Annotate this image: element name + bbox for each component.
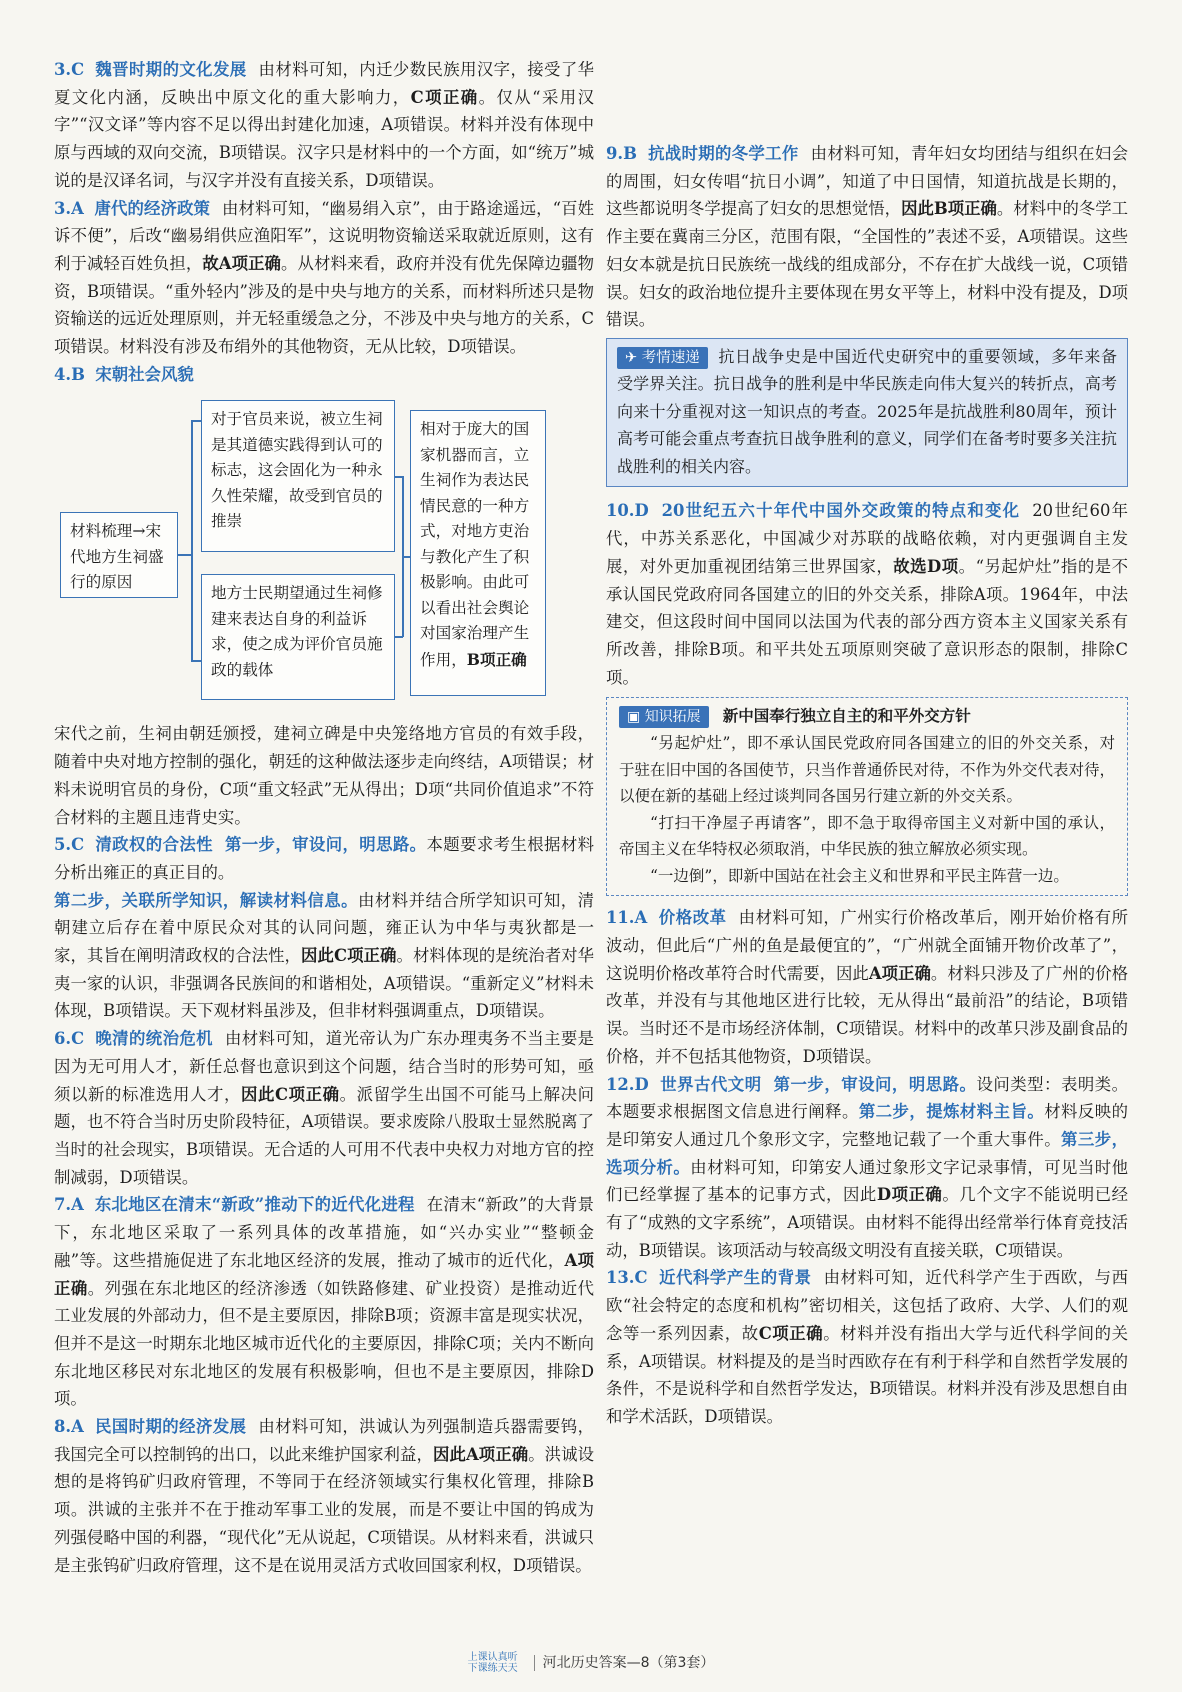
question-topic: 晚清的统治危机 <box>95 1029 213 1049</box>
answer-8a: 8.A 民国时期的经济发展 由材料可知，洪诚认为列强制造兵器需要钨，我国完全可以控制钨的出口，以此来维护国家利益，因此A项正确。洪诚设想的是将钨矿归政府管理，不等同于在经济领域实行集权化管理，排除B项。洪诚的主张并不在于推动军事工业的发展，而是不要让中国的钨成为列强侵略中国的利器，“现代化”无从说起，C项错误。从材料来看，洪诚只是主张钨矿归政府管理，这不是在说用灵活方式收回国家利权，D项错误。 <box>54 1417 595 1575</box>
diagram-connector <box>191 660 201 662</box>
diagram-box-source: 材料梳理→宋代地方生祠盛行的原因 <box>60 512 178 598</box>
extension-paragraph: “一边倒”，即新中国站在社会主义和世界和平民主阵营一边。 <box>650 866 1069 885</box>
extension-tag: ▣ 知识拓展 <box>619 706 709 728</box>
question-topic: 近代科学产生的背景 <box>659 1268 812 1288</box>
page-footer <box>0 1652 1182 1674</box>
answer-4b <box>54 361 594 389</box>
callout-tag: ✈ 考情速递 <box>617 347 708 369</box>
book-icon: ▣ <box>627 709 641 726</box>
question-number: 5.C <box>54 835 85 855</box>
diagram-connector <box>402 556 410 558</box>
diagram-box-conclusion: 相对于庞大的国家机器而言，立生祠作为表达民情民意的一种方式，对地方吏治与教化产生了积极影响。由此可以看出社会舆论对国家治理产生作用，B项正确 <box>410 410 546 696</box>
answer-12d: 12.D 世界古代文明 第一步，审设问，明思路。设问类型：表明类。本题要求根据图文信息进行阐释。第二步，提炼材料主旨。材料反映的是印第安人通过几个象形文字，完整地记载了一个重大事件。第三步，选项分析。由材料可知，印第安人通过象形文字记录事情，可见当时他们已经掌握了基本的记事方式，因此D项正确。几个文字不能说明已经有了“成熟的文字系统”，A项错误。由材料不能得出经常举行体育竞技活动，B项错误。该项活动与较高级文明没有直接关联，C项错误。 <box>606 1074 1129 1260</box>
knowledge-extension <box>606 697 1128 896</box>
question-number: 8.A <box>54 1417 84 1437</box>
answer-6c: 6.C 晚清的统治危机 由材料可知，道光帝认为广东办理夷务不当主要是因为无可用人才，新任总督也意识到这个问题，结合当时的形势可知，亟须以新的标准选用人才，因此C项正确。派留学生出国不可能马上解决问题，也不符合当时历史阶段特征，A项错误。要求废除八股取士显然脱离了当时的社会现实，B项错误。无合适的人可用不代表中央权力对地方官的控制减弱，D项错误。 <box>54 1029 595 1187</box>
footer-page-label: 河北历史答案—8（第3套） <box>542 1655 715 1671</box>
question-topic: 民国时期的经济发展 <box>95 1417 247 1437</box>
brand-logo: 上课认真听 下课练天天 <box>467 1652 518 1674</box>
question-topic: 清政权的合法性 <box>95 835 213 855</box>
question-topic: 世界古代文明 <box>660 1074 762 1094</box>
right-column <box>606 140 1128 1431</box>
question-number: 9.B <box>606 144 637 163</box>
answer-10d: 10.D 20世纪五六十年代中国外交政策的特点和变化 20世纪60年代，中苏关系恶化，中国减少对苏联的战略依赖，对内更强调自主发展，对外更加重视团结第三世界国家，故选D项。“另起炉灶”指的是不承认国民党政府同各国建立的旧的外交关系，排除A项。1964年，中法建交，但这段时间中国同以法国为代表的部分西方资本主义国家关系有所改善，排除B项。和平共处五项原则突破了意识形态的限制，排除C项。 <box>606 501 1129 687</box>
footer-divider <box>534 1655 535 1671</box>
question-number: 6.C <box>54 1029 85 1049</box>
answer-7a: 7.A 东北地区在清末“新政”推动下的近代化进程 在清末“新政”的大背景下，东北地区采取了一系列具体的改革措施，如“兴办实业”“整顿金融”等。这些措施促进了东北地区经济的发展，推动了城市的近代化，A项正确。列强在东北地区的经济渗透（如铁路修建、矿业投资）是推动近代工业发展的外部动力，但不是主要原因，排除B项；资源丰富是现实状况，但并不是这一时期东北地区城市近代化的主要原因，排除C项；关内不断向东北地区移民对东北地区的发展有积极影响，但也不是主要原因，排除D项。 <box>54 1195 595 1409</box>
question-topic: 东北地区在清末“新政”推动下的近代化进程 <box>94 1195 415 1215</box>
answer-11a: 11.A 价格改革 由材料可知，广州实行价格改革后，刚开始价格有所波动，但此后“广州的鱼是最便宜的”，“广州就全面铺开物价改革了”，这说明价格改革符合时代需要，因此A项正确。材料只涉及了广州的价格改革，并没有与其他地区进行比较，无从得出“最前沿”的结论，B项错误。当时还不是市场经济体制，C项错误。材料中的改革只涉及副食品的价格，并不包括其他物资，D项错误。 <box>606 908 1129 1066</box>
exam-trend-callout: ✈ 考情速递 抗日战争史是中国近代史研究中的重要领域，多年来备受学界关注。抗日战争的胜利是中华民族走向伟大复兴的转折点，高考向来十分重视对这一知识点的考查。2025年是抗战胜利80周年，预计高考可能会重点考查抗日战争胜利的意义，同学们在备考时要多关注抗战胜利的相关内容。 <box>606 338 1128 488</box>
answer-3a: 3.A 唐代的经济政策 由材料可知，“幽易绢入京”，由于路途遥远，“百姓诉不便”，后改“幽易绢供应渔阳军”，这说明物资输送采取就近原则，这有利于减轻百姓负担，故A项正确。从材料来看，政府并没有优先保障边疆物资，B项错误。“重外轻内”涉及的是中央与地方的关系，而材料所述只是物资输送的远近处理原则，并无轻重缓急之分，不涉及中央与地方的关系，C项错误。材料没有涉及布绢外的其他物资，无从比较，D项错误。 <box>54 198 595 357</box>
answer-9b: 9.B 抗战时期的冬学工作 由材料可知，青年妇女均团结与组织在妇会的周围，妇女传唱“抗日小调”，知道了中日国情，知道抗战是长期的，这些都说明冬学提高了妇女的思想觉悟，因此B项正确。材料中的冬学工作主要在冀南三分区，范围有限，“全国性的”表述不妥，A项错误。这些妇女本就是抗日民族统一战线的组成部分，不存在扩大战线一说，C项错误。妇女的政治地位提升主要体现在男女平等上，材料中没有提及，D项错误。 <box>606 144 1129 330</box>
question-topic: 宋朝社会风貌 <box>95 364 194 384</box>
diagram-connector <box>178 554 192 556</box>
extension-paragraph: “打扫干净屋子再请客”，即不急于取得帝国主义对新中国的承认，帝国主义在华特权必须取消，中华民族的独立解放必须实现。 <box>619 813 1115 859</box>
question-number: 12.D <box>606 1074 649 1094</box>
question-topic: 价格改革 <box>658 908 727 928</box>
question-number: 4.B <box>54 364 85 384</box>
diagram-box-officials: 对于官员来说，被立生祠是其道德实践得到认可的标志，这会固化为一种永久性荣耀，故受到官员的推崇 <box>201 400 395 552</box>
question-topic: 魏晋时期的文化发展 <box>95 60 247 79</box>
extension-header: ▣ 知识拓展 新中国奉行独立自主的和平外交方针 <box>619 702 1115 730</box>
diagram-connector <box>191 420 193 660</box>
flow-diagram <box>54 396 594 714</box>
question-number: 11.A <box>606 908 648 928</box>
diagram-connector <box>191 420 201 422</box>
extension-paragraph: “另起炉灶”，即不承认国民党政府同各国建立的旧的外交关系，对于驻在旧中国的各国使节，只当作普通侨民对待，不作为外交代表对待，以便在新的基础上经过谈判同各国另行建立新的外交关系。 <box>619 734 1116 806</box>
answer-5c: 5.C 清政权的合法性 第一步，审设问，明思路。本题要求考生根据材料分析出雍正的真正目的。 第二步，关联所学知识，解读材料信息。由材料并结合所学知识可知，清朝建立后存在着中原民众对其的认同问题，雍正认为中华与夷狄都是一家，其旨在阐明清政权的合法性，因此C项正确。材料体现的是统治者对华夷一家的认识，非强调各民族间的和谐相处，A项错误。“重新定义”材料未体现，B项错误。天下观材料虽涉及，但非材料强调重点，D项错误。 <box>54 835 595 1021</box>
question-topic: 抗战时期的冬学工作 <box>648 144 799 163</box>
question-number: 10.D <box>606 501 649 521</box>
paper-plane-icon: ✈ <box>625 349 638 366</box>
question-number: 7.A <box>54 1195 84 1215</box>
answer-13c: 13.C 近代科学产生的背景 由材料可知，近代科学产生于西欧，与西欧“社会特定的态度和机构”密切相关，这包括了政府、大学、人们的观念等一系列因素，故C项正确。材料并没有指出大学与近代科学间的关系，A项错误。材料提及的是当时西欧存在有利于科学和自然哲学发展的条件，不是说科学和自然哲学发达，B项错误。材料并没有涉及思想自由和学术活跃，D项错误。 <box>606 1268 1129 1426</box>
question-topic: 20世纪五六十年代中国外交政策的特点和变化 <box>661 501 1021 521</box>
question-number: 3.A <box>54 198 84 218</box>
question-topic: 唐代的经济政策 <box>94 198 211 218</box>
question-number: 3.C <box>54 60 85 79</box>
question-number: 13.C <box>606 1268 648 1288</box>
diagram-box-people: 地方士民期望通过生祠修建来表达自身的利益诉求，使之成为评价官员施政的载体 <box>201 574 395 700</box>
answer-4b-explanation: 宋代之前，生祠由朝廷颁授，建祠立碑是中央笼络地方官员的有效手段，随着中央对地方控制的强化，朝廷的这种做法逐步走向终结，A项错误；材料未说明官员的身份，C项“重文轻武”无从得出；D项“共同价值追求”不符合材料的主题且违背史实。 <box>54 724 594 827</box>
answer-3c: 3.C 魏晋时期的文化发展 由材料可知，内迁少数民族用汉字，接受了华夏文化内涵，反映出中原文化的重大影响力，C项正确。仅从“采用汉字”“汉文译”等内容不足以得出封建化加速，A项错误。材料并没有体现中原与西域的双向交流，B项错误。汉字只是材料中的一个方面，如“统万”城说的是汉译名词，与汉字并没有直接关系，D项错误。 <box>54 60 595 190</box>
left-column <box>54 56 594 1579</box>
